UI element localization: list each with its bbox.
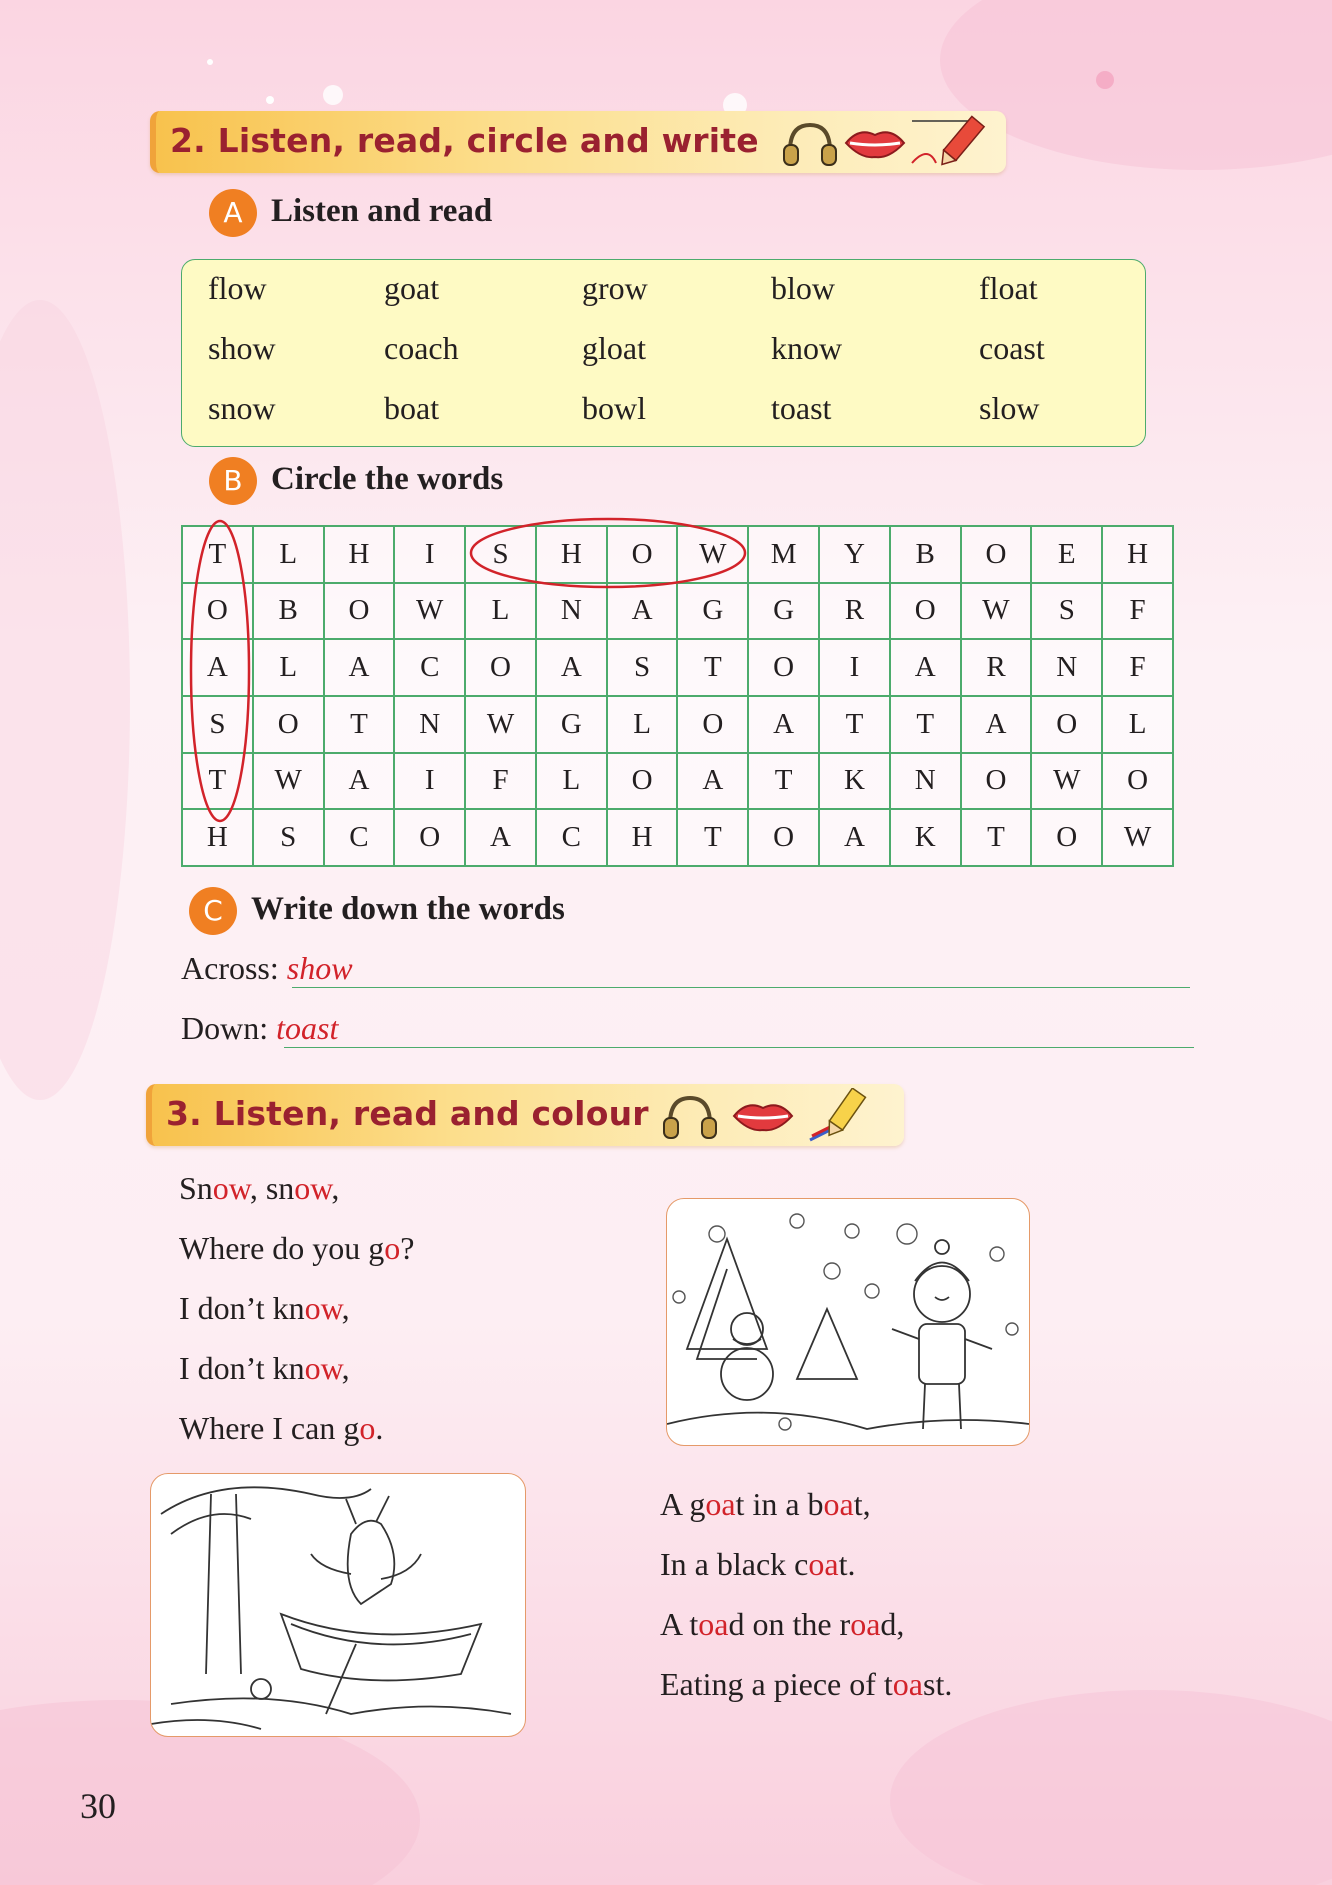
part-a-title: Listen and read xyxy=(271,193,493,229)
text-segment: , xyxy=(341,1290,350,1326)
grid-cell: T xyxy=(324,696,395,753)
snowman-and-boy-illustration xyxy=(667,1199,1029,1445)
grid-cell: T xyxy=(677,639,748,696)
poem1-line xyxy=(179,1410,383,1447)
grid-cell: H xyxy=(182,809,253,866)
grid-cell: K xyxy=(890,809,961,866)
grid-cell: C xyxy=(536,809,607,866)
grid-row xyxy=(182,583,1173,640)
highlighted-sound: oa xyxy=(850,1606,881,1642)
grid-cell: N xyxy=(536,583,607,640)
text-segment: st. xyxy=(922,1666,953,1702)
word-1-2: gloat xyxy=(582,330,646,366)
grid-cell: L xyxy=(253,526,324,583)
grid-cell: M xyxy=(748,526,819,583)
poem1-line xyxy=(179,1170,339,1207)
grid-cell: O xyxy=(182,583,253,640)
grid-cell: N xyxy=(890,753,961,810)
part-b-title: Circle the words xyxy=(271,461,504,497)
grid-cell: I xyxy=(819,639,890,696)
grid-row xyxy=(182,809,1173,866)
word-0-0: flow xyxy=(208,270,267,306)
grid-cell: A xyxy=(324,753,395,810)
grid-cell: O xyxy=(961,753,1032,810)
crayon-icon xyxy=(802,1088,872,1144)
grid-cell: S xyxy=(465,526,536,583)
grid-cell: A xyxy=(536,639,607,696)
grid-cell: W xyxy=(677,526,748,583)
grid-cell: W xyxy=(394,583,465,640)
text-segment: . xyxy=(375,1410,384,1446)
text-segment: t, xyxy=(853,1486,871,1522)
grid-cell: O xyxy=(748,809,819,866)
grid-cell: W xyxy=(1102,809,1173,866)
grid-cell: L xyxy=(253,639,324,696)
text-segment: I don’t kn xyxy=(179,1350,305,1386)
grid-cell: S xyxy=(607,639,678,696)
grid-cell: C xyxy=(394,639,465,696)
grid-cell: W xyxy=(961,583,1032,640)
down-answer: toast xyxy=(276,1010,339,1046)
highlighted-sound: oa xyxy=(808,1546,839,1582)
word-0-2: grow xyxy=(582,270,648,306)
grid-cell: F xyxy=(1102,583,1173,640)
grid-cell: L xyxy=(536,753,607,810)
word-2-4: slow xyxy=(979,390,1040,426)
text-segment: t in a b xyxy=(735,1486,824,1522)
grid-cell: I xyxy=(394,526,465,583)
grid-cell: Y xyxy=(819,526,890,583)
page-number: 30 xyxy=(80,1786,116,1826)
grid-cell: F xyxy=(465,753,536,810)
grid-cell: L xyxy=(607,696,678,753)
text-segment: A t xyxy=(660,1606,699,1642)
text-segment: d, xyxy=(880,1606,905,1642)
grid-cell: F xyxy=(1102,639,1173,696)
down-write-line xyxy=(284,1047,1194,1048)
grid-cell: W xyxy=(1031,753,1102,810)
grid-cell: O xyxy=(890,583,961,640)
text-segment: ? xyxy=(400,1230,415,1266)
grid-cell: L xyxy=(1102,696,1173,753)
grid-cell: A xyxy=(182,639,253,696)
grid-cell: N xyxy=(1031,639,1102,696)
across-row xyxy=(181,950,353,987)
word-search-grid xyxy=(181,525,1174,867)
grid-cell: G xyxy=(748,583,819,640)
grid-cell: N xyxy=(394,696,465,753)
text-segment: Where do you g xyxy=(179,1230,385,1266)
word-1-0: show xyxy=(208,330,276,366)
word-2-3: toast xyxy=(771,390,832,426)
grid-cell: R xyxy=(819,583,890,640)
grid-row xyxy=(182,696,1173,753)
grid-cell: T xyxy=(748,753,819,810)
section-3-title: 3. Listen, read and colour xyxy=(166,1094,649,1133)
word-2-0: snow xyxy=(208,390,276,426)
grid-cell: O xyxy=(748,639,819,696)
grid-cell: S xyxy=(182,696,253,753)
grid-cell: H xyxy=(1102,526,1173,583)
part-a-badge: A xyxy=(209,189,257,237)
grid-cell: B xyxy=(890,526,961,583)
grid-cell: C xyxy=(324,809,395,866)
grid-cell: G xyxy=(677,583,748,640)
grid-cell: R xyxy=(961,639,1032,696)
grid-cell: W xyxy=(253,753,324,810)
word-2-2: bowl xyxy=(582,390,646,426)
grid-row xyxy=(182,526,1173,583)
poem2-line xyxy=(660,1606,904,1643)
picture-goat-boat xyxy=(150,1473,526,1737)
highlighted-sound: o xyxy=(384,1230,401,1266)
grid-cell: O xyxy=(607,526,678,583)
highlighted-sound: ow xyxy=(212,1170,250,1206)
text-segment: Sn xyxy=(179,1170,213,1206)
grid-cell: A xyxy=(677,753,748,810)
highlighted-sound: oa xyxy=(705,1486,736,1522)
word-1-1: coach xyxy=(384,330,459,366)
word-0-4: float xyxy=(979,270,1038,306)
down-label: Down: xyxy=(181,1010,269,1046)
down-row xyxy=(181,1010,338,1047)
text-segment: d on the r xyxy=(728,1606,851,1642)
grid-cell: E xyxy=(1031,526,1102,583)
grid-cell: O xyxy=(677,696,748,753)
grid-row xyxy=(182,753,1173,810)
headphones-icon xyxy=(662,1094,718,1140)
lips-icon xyxy=(732,1098,794,1134)
lips-icon xyxy=(844,125,906,161)
grid-cell: A xyxy=(890,639,961,696)
poem1-line xyxy=(179,1290,350,1327)
headphones-icon xyxy=(782,121,838,167)
highlighted-sound: ow xyxy=(304,1290,342,1326)
section-2-title: 2. Listen, read, circle and write xyxy=(170,121,759,160)
word-0-1: goat xyxy=(384,270,440,306)
grid-cell: T xyxy=(890,696,961,753)
grid-cell: O xyxy=(1031,809,1102,866)
grid-cell: T xyxy=(961,809,1032,866)
goat-in-boat-illustration xyxy=(151,1474,525,1736)
word-2-1: boat xyxy=(384,390,440,426)
grid-cell: S xyxy=(253,809,324,866)
word-0-3: blow xyxy=(771,270,835,306)
highlighted-sound: ow xyxy=(304,1350,342,1386)
highlighted-sound: o xyxy=(359,1410,376,1446)
text-segment: , xyxy=(331,1170,340,1206)
grid-row xyxy=(182,639,1173,696)
grid-cell: A xyxy=(819,809,890,866)
grid-cell: K xyxy=(819,753,890,810)
grid-cell: A xyxy=(748,696,819,753)
poem2-line xyxy=(660,1486,871,1523)
highlighted-sound: oa xyxy=(892,1666,923,1702)
text-segment: , sn xyxy=(249,1170,295,1206)
part-c-badge: C xyxy=(189,887,237,935)
section-2-banner xyxy=(150,111,1006,173)
grid-cell: B xyxy=(253,583,324,640)
grid-cell: S xyxy=(1031,583,1102,640)
text-segment: I don’t kn xyxy=(179,1290,305,1326)
grid-cell: A xyxy=(607,583,678,640)
section-3-banner xyxy=(146,1084,904,1146)
word-1-4: coast xyxy=(979,330,1045,366)
grid-cell: G xyxy=(536,696,607,753)
across-label: Across: xyxy=(181,950,279,986)
grid-cell: H xyxy=(536,526,607,583)
part-b-badge: B xyxy=(209,457,257,505)
poem2-line xyxy=(660,1666,952,1703)
grid-cell: H xyxy=(324,526,395,583)
poem1-line xyxy=(179,1230,414,1267)
across-answer: show xyxy=(286,950,353,986)
text-segment: , xyxy=(341,1350,350,1386)
poem2-line xyxy=(660,1546,855,1583)
grid-cell: O xyxy=(253,696,324,753)
poem1-line xyxy=(179,1350,350,1387)
grid-cell: O xyxy=(1031,696,1102,753)
text-segment: Where I can g xyxy=(179,1410,360,1446)
grid-cell: A xyxy=(961,696,1032,753)
grid-cell: L xyxy=(465,583,536,640)
grid-cell: A xyxy=(465,809,536,866)
across-write-line xyxy=(292,987,1190,988)
grid-cell: T xyxy=(182,526,253,583)
grid-cell: T xyxy=(182,753,253,810)
grid-cell: O xyxy=(607,753,678,810)
grid-cell: A xyxy=(324,639,395,696)
grid-cell: T xyxy=(677,809,748,866)
text-segment: In a black c xyxy=(660,1546,809,1582)
grid-cell: H xyxy=(607,809,678,866)
grid-cell: T xyxy=(819,696,890,753)
text-segment: Eating a piece of t xyxy=(660,1666,893,1702)
grid-cell: O xyxy=(324,583,395,640)
highlighted-sound: oa xyxy=(823,1486,854,1522)
grid-cell: O xyxy=(394,809,465,866)
word-1-3: know xyxy=(771,330,843,366)
grid-cell: O xyxy=(961,526,1032,583)
grid-cell: I xyxy=(394,753,465,810)
highlighted-sound: oa xyxy=(698,1606,729,1642)
word-box xyxy=(181,259,1146,447)
grid-cell: O xyxy=(465,639,536,696)
pencil-icon xyxy=(908,115,988,171)
grid-cell: W xyxy=(465,696,536,753)
text-segment: t. xyxy=(838,1546,856,1582)
text-segment: A g xyxy=(660,1486,706,1522)
part-c-title: Write down the words xyxy=(251,891,565,927)
picture-snowman-boy xyxy=(666,1198,1030,1446)
highlighted-sound: ow xyxy=(294,1170,332,1206)
grid-cell: O xyxy=(1102,753,1173,810)
